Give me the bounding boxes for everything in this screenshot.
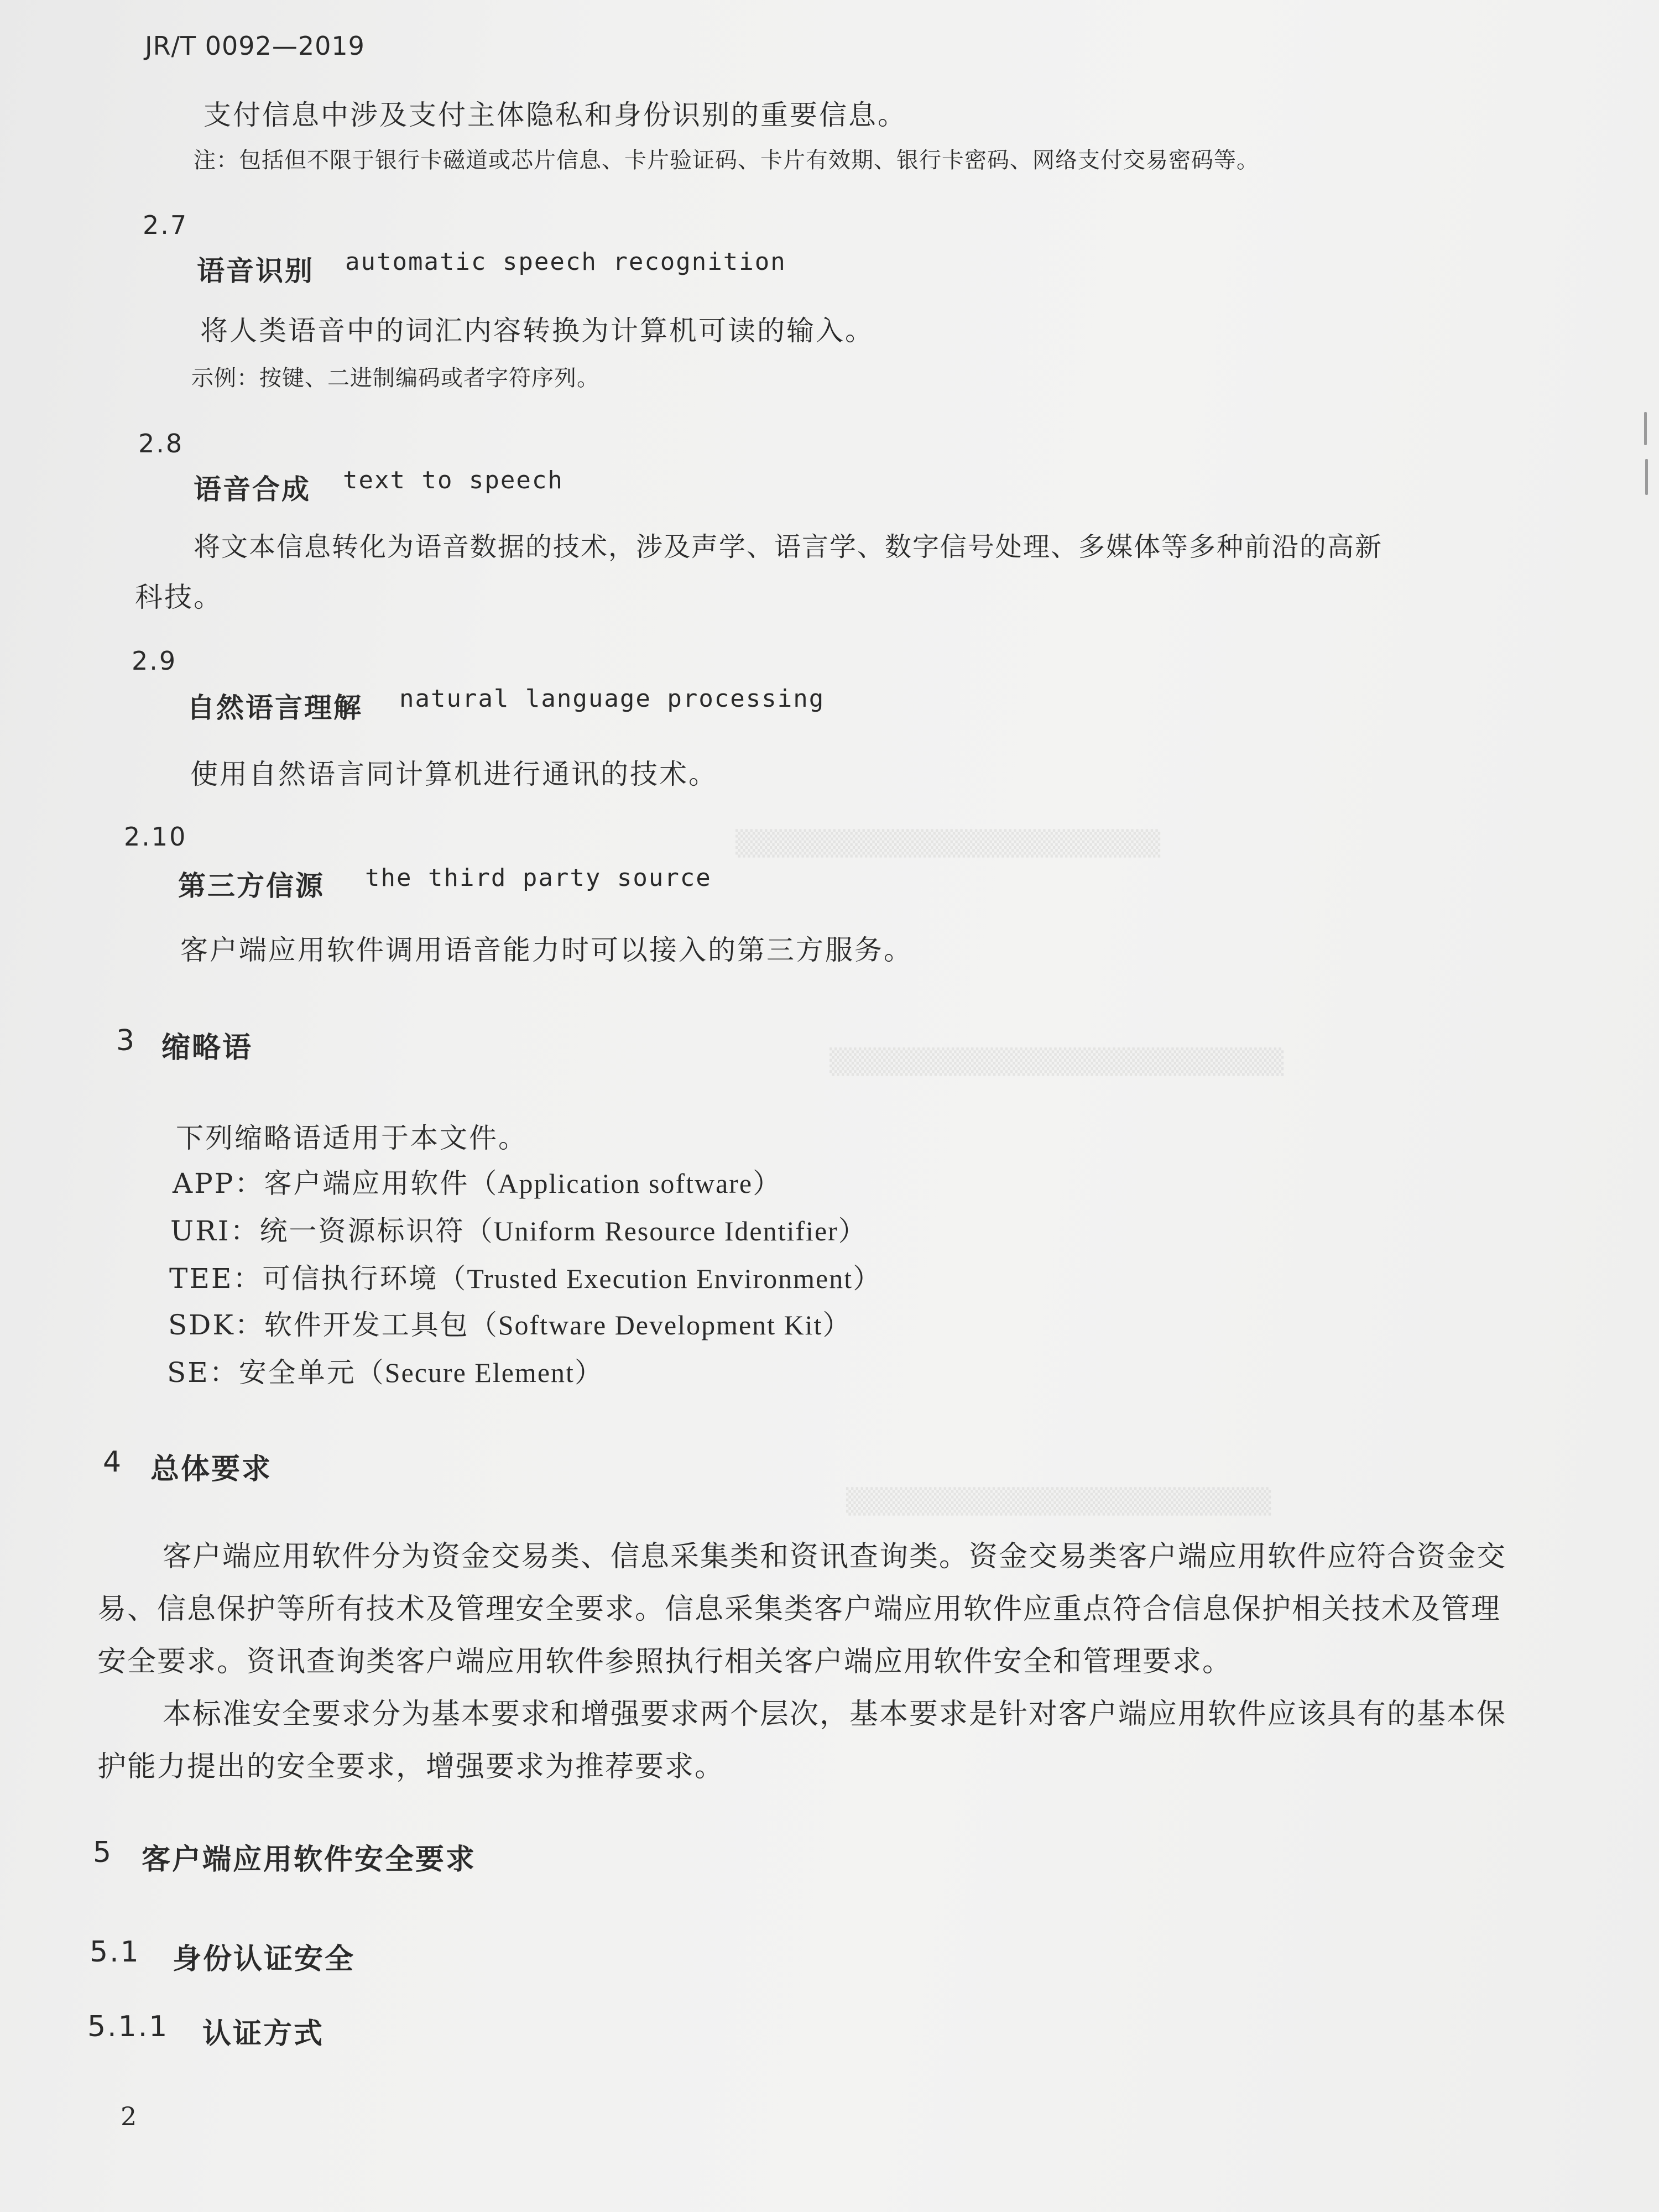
- abbreviation: URI：: [170, 1215, 260, 1247]
- page-number: 2: [121, 2101, 137, 2131]
- subsection-title: 身份认证安全: [173, 1943, 356, 1976]
- abbreviation-en: （Application software）: [469, 1168, 782, 1199]
- show-through-text: ▒▒▒▒▒▒▒▒▒▒▒▒▒▒▒▒▒▒▒▒▒▒▒▒▒▒▒▒▒: [846, 1488, 1271, 1516]
- binding-mark: [1645, 459, 1648, 495]
- abbreviation-item: [169, 1256, 881, 1296]
- abbreviation: TEE：: [169, 1262, 263, 1295]
- section-number: 5: [93, 1836, 113, 1869]
- abbreviation-zh: 客户端应用软件: [264, 1167, 469, 1199]
- definition-text: 将人类语音中的词汇内容转换为计算机可读的输入。: [200, 315, 874, 347]
- definition-text: 支付信息中涉及支付主体隐私和身份识别的重要信息。: [204, 99, 907, 131]
- show-through-text: ▒▒▒▒▒▒▒▒▒▒▒▒▒▒▒▒▒▒▒▒▒▒▒▒▒▒▒▒▒▒▒: [830, 1048, 1284, 1076]
- section-number: 3: [116, 1024, 137, 1057]
- abbreviation: SDK：: [168, 1309, 264, 1341]
- definition-text: 使用自然语言同计算机进行通讯的技术。: [190, 758, 718, 790]
- abbreviation-item: [167, 1350, 603, 1390]
- abbreviation: SE：: [167, 1357, 239, 1389]
- abbreviation-en: （Secure Element）: [356, 1357, 603, 1388]
- abbreviation-item: [168, 1303, 851, 1343]
- abbreviation-item: [170, 1209, 867, 1249]
- section-title: 缩略语: [161, 1031, 253, 1065]
- term-title-zh: 自然语言理解: [187, 692, 363, 724]
- section-title: 总体要求: [150, 1453, 273, 1486]
- term-title-en: natural language processing: [399, 685, 825, 713]
- section-intro: 下列缩略语适用于本文件。: [176, 1122, 528, 1154]
- binding-mark: [1644, 412, 1647, 445]
- term-title-en: text to speech: [343, 466, 564, 494]
- subsection-number: 5.1.1: [87, 2010, 169, 2043]
- term-title-zh: 第三方信源: [178, 870, 325, 902]
- term-title-zh: 语音合成: [194, 473, 311, 505]
- show-through-text: ▒▒▒▒▒▒▒▒▒▒▒▒▒▒▒▒▒▒▒▒▒▒▒▒▒▒▒▒▒: [735, 830, 1161, 858]
- subsection-title: 认证方式: [202, 2017, 325, 2051]
- abbreviation-zh: 软件开发工具包: [264, 1309, 469, 1341]
- section-number: 4: [103, 1446, 123, 1479]
- abbreviation-zh: 统一资源标识符: [259, 1215, 465, 1247]
- standard-header: JR/T 0092—2019: [145, 31, 365, 61]
- abbreviation-en: （Uniform Resource Identifier）: [465, 1215, 867, 1246]
- term-title-en: automatic speech recognition: [345, 248, 786, 276]
- definition-text: 科技。: [135, 581, 223, 613]
- body-paragraph: 客户端应用软件分为资金交易类、信息采集类和资讯查询类。资金交易类客户端应用软件应符合资金交易、信息保护等所有技术及管理安全要求。信息采集类客户端应用软件应重点符合信息保护相关技术及管理安全要求。资讯查询类客户端应用软件参照执行相关客户端应用软件安全和管理要求。: [97, 1540, 1507, 1678]
- term-number: 2.9: [132, 646, 178, 676]
- abbreviation-en: （Software Development Kit）: [469, 1310, 852, 1340]
- term-number: 2.7: [143, 210, 189, 240]
- example-text: 示例：按键、二进制编码或者字符序列。: [191, 366, 599, 391]
- term-title-zh: 语音识别: [197, 255, 314, 287]
- term-title-en: the third party source: [365, 864, 712, 892]
- term-number: 2.10: [124, 822, 187, 852]
- abbreviation-zh: 安全单元: [238, 1357, 356, 1389]
- section-title: 客户端应用软件安全要求: [142, 1843, 477, 1876]
- abbreviation-item: [173, 1161, 781, 1201]
- abbreviation: APP：: [173, 1167, 264, 1199]
- term-number: 2.8: [138, 429, 184, 458]
- body-paragraph: 本标准安全要求分为基本要求和增强要求两个层次，基本要求是针对客户端应用软件应该具有的基本保护能力提出的安全要求，增强要求为推荐要求。: [97, 1698, 1507, 1783]
- note-text: 注：包括但不限于银行卡磁道或芯片信息、卡片验证码、卡片有效期、银行卡密码、网络支付交易密码等。: [194, 148, 1259, 173]
- definition-text: 将文本信息转化为语音数据的技术，涉及声学、语言学、数字信号处理、多媒体等多种前沿的高新: [194, 531, 1383, 562]
- subsection-number: 5.1: [90, 1936, 140, 1969]
- definition-text: 客户端应用软件调用语音能力时可以接入的第三方服务。: [180, 934, 913, 966]
- abbreviation-zh: 可信执行环境: [262, 1262, 439, 1295]
- abbreviation-en: （Trusted Execution Environment）: [438, 1263, 882, 1294]
